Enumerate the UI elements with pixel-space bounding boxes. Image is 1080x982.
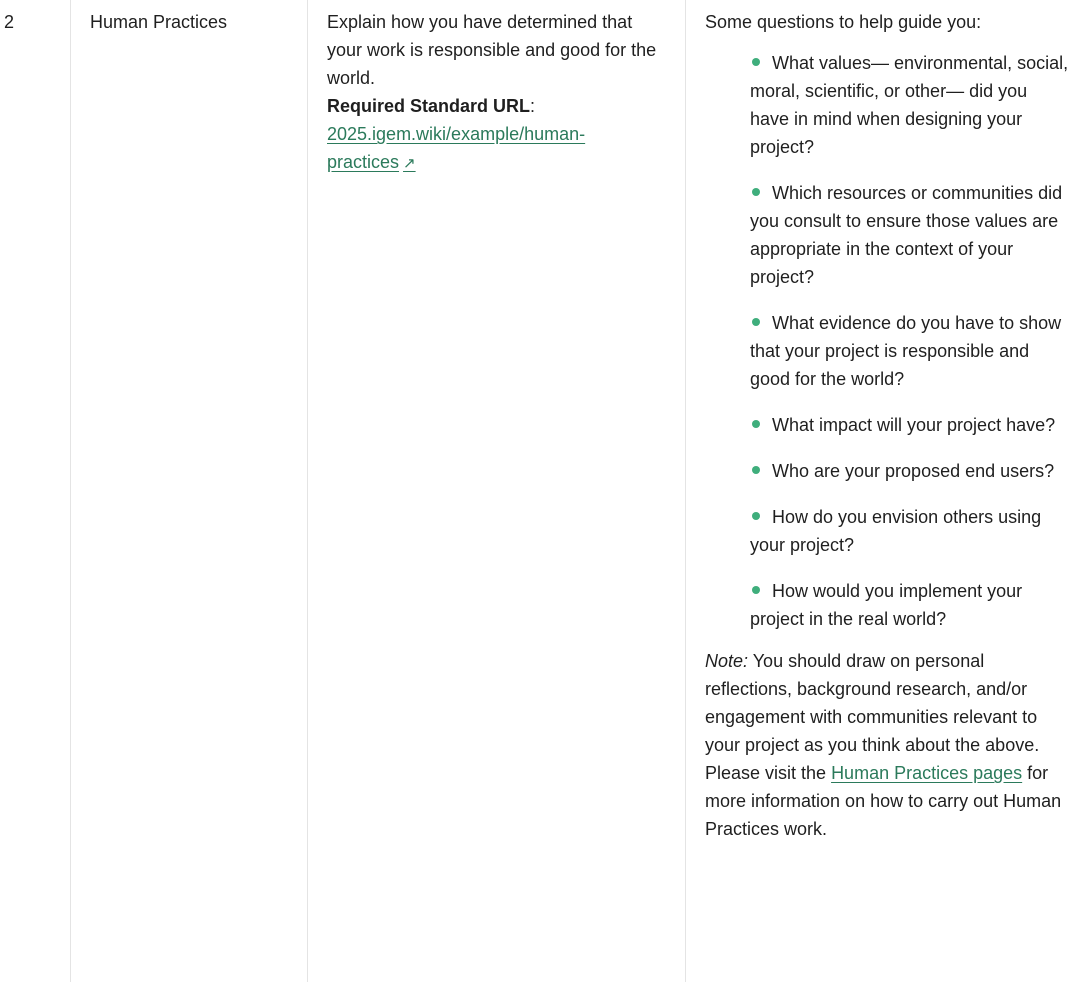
standard-url-link[interactable] [327, 124, 585, 172]
note-label: Note: [705, 651, 749, 671]
row-number-cell [0, 0, 71, 982]
row-number: 2 [4, 12, 15, 32]
question-text: How would you implement your project in the real world? [750, 581, 1023, 629]
question-text: How do you envision others using your project? [750, 507, 1042, 555]
bullet-icon [752, 512, 760, 520]
bullet-icon [752, 318, 760, 326]
list-item [750, 577, 1070, 633]
human-practices-pages-link[interactable]: Human Practices pages [831, 763, 1023, 783]
bullet-icon [752, 420, 760, 428]
row-description-cell [308, 0, 686, 982]
note-text-start: You should draw on personal reflections, background research, and/or engagement with communities relevant to your project as you think about the above. Please visit the [705, 651, 1040, 783]
row-description: Explain how you have determined that your work is responsible and good for the world. [327, 12, 657, 88]
list-item [750, 503, 1070, 559]
list-item [750, 411, 1070, 439]
url-colon: : [530, 96, 536, 116]
note-text-end: for more information on how to carry out Human Practices work. [705, 763, 1062, 839]
guide-note [705, 647, 1070, 843]
question-text: Who are your proposed end users? [772, 461, 1055, 481]
guide-intro: Some questions to help guide you: [705, 12, 982, 32]
bullet-icon [752, 58, 760, 66]
question-text: Which resources or communities did you consult to ensure those values are appropriate in the context of your project? [750, 183, 1063, 287]
row-title-cell [71, 0, 308, 982]
list-item [750, 49, 1070, 161]
bullet-icon [752, 188, 760, 196]
list-item [750, 179, 1070, 291]
row-title: Human Practices [90, 12, 228, 32]
row-guidance-cell [686, 0, 1080, 982]
guide-question-list [705, 49, 1070, 633]
question-text: What values— environmental, social, moral, scientific, or other— did you have in mind when designing your project? [750, 53, 1069, 157]
bullet-icon [752, 466, 760, 474]
bullet-icon [752, 586, 760, 594]
question-text: What evidence do you have to show that your project is responsible and good for the world? [750, 313, 1062, 389]
url-label: Required Standard URL [327, 96, 531, 116]
question-text: What impact will your project have? [772, 415, 1056, 435]
standard-url-text: 2025.igem.wiki/example/human-practices [327, 124, 586, 172]
list-item [750, 309, 1070, 393]
list-item [750, 457, 1070, 485]
url-requirement [327, 92, 671, 120]
external-link-icon: ↗ [403, 155, 416, 172]
